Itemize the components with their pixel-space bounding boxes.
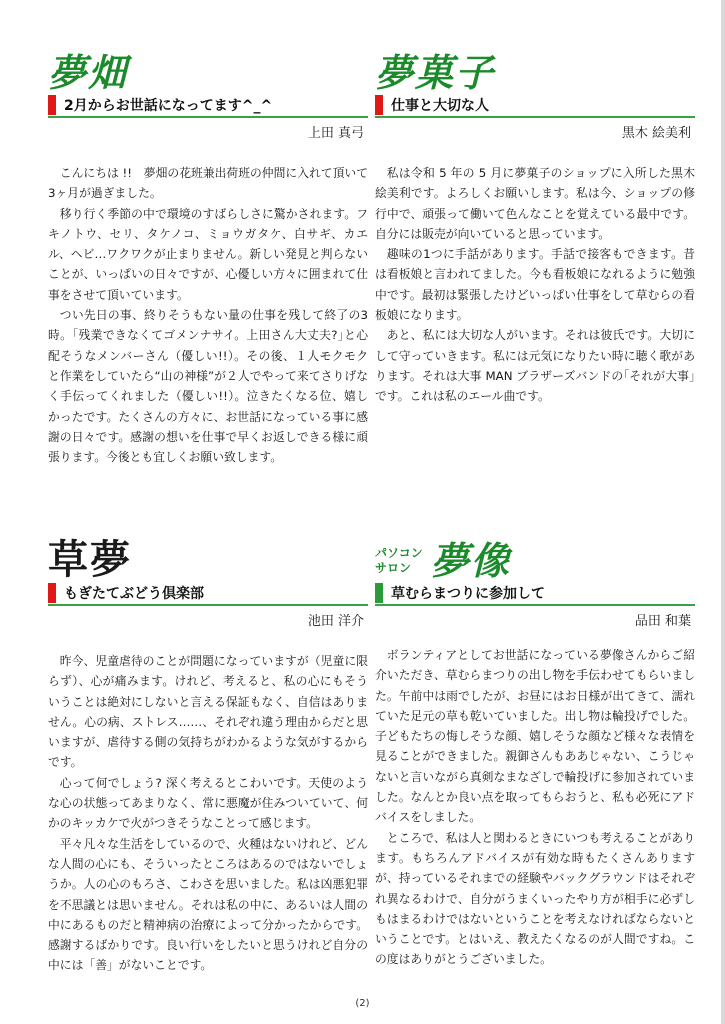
section-title: 草むらまつりに参加して <box>391 586 545 602</box>
section-yumegashi <box>375 30 695 407</box>
brand-prefix-line-1: パソコン <box>375 546 423 560</box>
section-body <box>48 163 368 467</box>
paragraph: ところで、私は人と関わるときにいつも考えることがあります。もちろんアドバイスが有効な時もたくさんありますが、持っているそれまでの経験やバックグラウンドはそれぞれ異なるわけで、自分がうまくいったやり方が相手に必ずしもはまるわけではないということを考えなければならないということです。とはいえ、教えたくなるのが人間ですね。この度はありがとうございました。 <box>375 830 695 967</box>
section-body <box>375 645 695 970</box>
title-marker <box>48 583 56 603</box>
paragraph: 趣味の1つに手話があります。手話で接客もできます。昔は看板娘と言われてました。今も看板娘になれるように勉強中です。最初は緊張したけどいっぱい仕事をして草むらの看板娘になります。 <box>375 247 695 323</box>
section-title: 2月からお世話になってます^_^ <box>64 98 273 114</box>
paragraph: 私は令和 5 年の 5 月に夢菓子のショップに入所した黒木絵美利です。よろしくお願いします。私は今、ショップの修行中で、頑張って働いて色んなことを覚えている最中です。自分には販売が向いていると思っています。 <box>375 166 695 241</box>
section-brand: 夢菓子 <box>375 50 496 95</box>
section-brand: 草夢 <box>48 536 132 583</box>
section-brand: 夢像 <box>430 538 511 583</box>
paragraph: つい先日の事、終りそうもない量の仕事を残して終了の3時。｢残業できなくてゴメンナサイ。上田さん大丈夫?｣と心配そうなメンバーさん（優しい!!）。その後、１人モクモクと作業をしていたら“山の神様”が２人でやって来てさりげなく手伝ってくれました（優しい!!）。泣きたくなる位、嬉しかったです。たくさんの方々に、お世話になっている事に感謝の日々です。感謝の想いを仕事で早くお返しできる様に頑張ります。今後とも宜しくお願い致します。 <box>48 308 368 465</box>
section-body <box>375 163 695 407</box>
section-title: 仕事と大切な人 <box>391 98 489 114</box>
section-title-bar <box>48 94 368 118</box>
brand-prefix <box>375 546 423 576</box>
paragraph: 移り行く季節の中で環境のすばらしさに驚かされます。フキノトウ、セリ、タケノコ、ミョウガタケ、白サギ、カエル、ヘビ…ワクワクが止まりません。新しい発見と判らないことが、いっぱいの日々ですが、心優しい方々に囲まれて仕事をさせて頂いています。 <box>48 206 368 302</box>
brand-prefix-line-2: サロン <box>375 561 412 575</box>
page-edge-shadow <box>721 0 725 1024</box>
section-author: 池田 洋介 <box>307 614 364 629</box>
section-brand: 夢畑 <box>48 50 129 95</box>
section-kusayume <box>48 518 368 976</box>
section-author: 上田 真弓 <box>307 126 364 141</box>
section-title-bar <box>375 582 695 606</box>
paragraph: 昨今、児童虐待のことが問題になっていますが（児童に限らず）、心が痛みます。けれど、考えると、私の心にもそういうことは絶対にしないと言える保証もなく、自信はありません。心の病、ストレス……、それぞれ違う理由からだと思いますが、虐待する側の気持ちがわかるような気がするからです。 <box>48 654 368 770</box>
section-pc-salon-yumezou <box>375 518 695 970</box>
section-body <box>48 651 368 976</box>
title-marker <box>48 95 56 115</box>
section-author: 品田 和葉 <box>634 614 691 629</box>
section-author: 黒木 絵美利 <box>621 126 691 141</box>
paragraph: ボランティアとしてお世話になっている夢像さんからご紹介いただき、草むらまつりの出し物を手伝わせてもらいました。午前中は雨でしたが、お昼にはお日様が出てきて、濡れていた足元の草も乾いていました。出し物は輪投げでした。子どもたちの悔しそうな顔、嬉しそうな顔など様々な表情を見ることができました。親御さんもああじゃない、こうじゃないと言いながら真剣なまなざしで輪投げに参加されていました。なんとか良い点を取ってもらおうと、私も必死にアドバイスをしました。 <box>375 648 695 825</box>
paragraph: あと、私には大切な人がいます。それは彼氏です。大切にして守っていきます。私には元気になりたい時に聴く歌があります。それは大事 MAN ブラザーズバンドの｢それが大事｣です。これは私のエール曲です。 <box>375 328 695 404</box>
paragraph: こんにちは !! 夢畑の花班兼出荷班の仲間に入れて頂いて3ヶ月が過ぎました。 <box>48 166 368 201</box>
page-number: (2) <box>355 998 370 1009</box>
section-title: もぎたてぶどう倶楽部 <box>64 586 204 602</box>
section-brand-row <box>375 518 695 583</box>
title-marker <box>375 95 383 115</box>
title-marker <box>375 583 383 603</box>
paragraph: 平々凡々な生活をしているので、火種はないけれど、どんな人間の心にも、そういったところはあるのではないでしょうか。人の心のもろさ、こわさを思いました。私は凶悪犯罪を不思議とは思いません。それは私の中に、あるいは人間の中にあるものだと精神病の治療によって分かったからです。感謝するばかりです。良い行いをしたいと思うけれど自分の中には「善」がないことです。 <box>48 836 368 973</box>
section-title-bar <box>375 94 695 118</box>
section-yumebatake <box>48 30 368 467</box>
section-title-bar <box>48 582 368 606</box>
paragraph: 心って何でしょう? 深く考えるとこわいです。天使のような心の状態ってあまりなく、常に悪魔が住みついていて、何かのキッカケで火がつきそうなことって感じます。 <box>48 775 368 831</box>
